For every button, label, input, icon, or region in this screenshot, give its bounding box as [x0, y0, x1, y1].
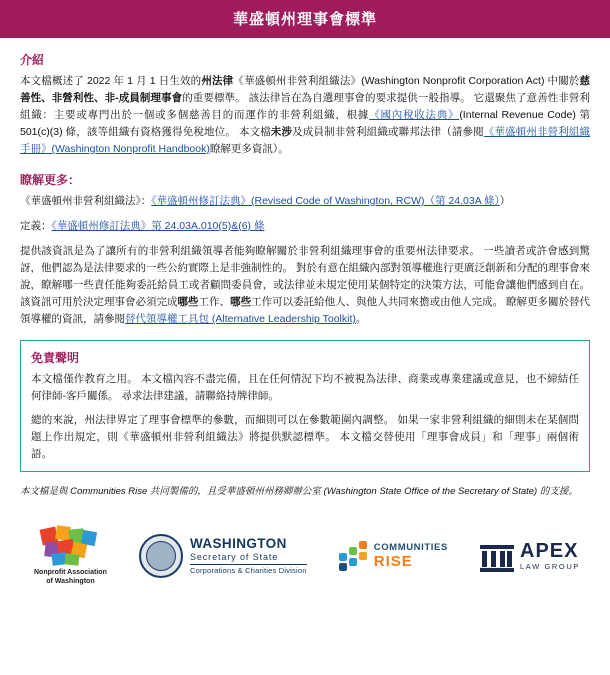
- intro-text-5: 及成員制非營利組織或聯邦法律（請參閱: [292, 126, 484, 138]
- learn-more-paragraph: [20, 243, 590, 328]
- naw-logo-line-1: Nonprofit Association: [34, 568, 107, 576]
- communities-rise-line-1: COMMUNITIES: [373, 542, 448, 554]
- alternative-leadership-toolkit-link[interactable]: 替代領導權工具包 (Alternative Leadership Toolkit): [125, 313, 356, 325]
- sos-logo-line-3: Corporations & Charities Division: [189, 565, 307, 575]
- communities-rise-logo-text: [374, 543, 448, 569]
- learn-more-body-2: 工作、: [198, 296, 231, 308]
- apex-law-group-logo: [480, 539, 580, 573]
- learn-more-body-4: 。: [355, 313, 367, 325]
- washington-nonprofit-handbook-link[interactable]: 《華盛頓州非營利組織手冊》(Washington Nonprofit Handbook): [20, 126, 591, 155]
- learn-more-text-1b: ）: [499, 195, 511, 207]
- nonprofit-association-of-washington-logo: [34, 526, 107, 587]
- sos-logo-line-2: Secretary of State: [189, 551, 279, 562]
- secretary-of-state-logo: [139, 534, 307, 578]
- sos-logo-text: [190, 537, 307, 574]
- naw-mark-icon: [41, 526, 99, 566]
- attribution-2: 檔: [39, 486, 49, 497]
- disclaimer-callout: [20, 340, 590, 472]
- intro-text-bold-1: 州法律: [201, 75, 234, 87]
- document-title-bar: [0, 0, 610, 38]
- sos-logo-line-1: WASHINGTON: [189, 536, 287, 552]
- document-content: [0, 51, 610, 591]
- logo-row: [34, 521, 580, 591]
- intro-text-bold-2: 慈善性、非營利性、非-成員制理事會: [20, 75, 591, 104]
- intro-paragraph: [20, 73, 590, 158]
- document-title: 華盛頓州理事會標準: [232, 11, 377, 28]
- intro-text-4: (Internal Revenue Code) 第 501(c)(3) 條，該等組織有資格獲得免稅地位。 本文檔: [20, 109, 591, 138]
- learn-more-line-1: [20, 193, 590, 210]
- learn-more-text-1: 《華盛頓州非營利組織法》：: [20, 195, 152, 207]
- disclaimer-heading: 免責聲明: [31, 351, 80, 365]
- learn-more-heading: 瞭解更多：: [20, 173, 81, 187]
- learn-more-body-1: 提供該資訊是為了讓所有的非營利組織領導者能夠瞭解關於非營利組織理事會的重要州法律要求。 一些讀者或許會感到驚訝，他們認為是法律要求的一些公約實際上是非強制性的。 對於有意在組織內部對領導權進行更廣泛創新和分配的理事會來說，瞭解哪一些責任能夠委託給員工或者顧問委員會，或法律並未規定使用某個特定的決策方法，可能會讓他們感到自在。 該資訊可用於決定理事會必須完成: [20, 245, 590, 308]
- apex-columns-icon: [480, 539, 514, 573]
- apex-logo-line-2: LAW GROUP: [520, 561, 580, 571]
- learn-more-line-2: [20, 218, 590, 235]
- intro-text-bold-3: 未涉: [270, 126, 293, 138]
- intro-text-6: 瞭解更多資訊）。: [209, 143, 289, 155]
- disclaimer-paragraph-1: 本文檔僅作教育之用。 本文檔內容不盡完備，且在任何情況下均不被視為法律、商業或專業建議或意見，也不締結任何律師-客戶關係。 尋求法律建議，請聯絡持牌律師。: [31, 373, 579, 402]
- apex-logo-line-1: APEX: [520, 539, 579, 562]
- rcw-definitions-link[interactable]: 《華盛頓州修訂法典》第 24.03A.010(5)&(6) 條: [51, 220, 265, 232]
- attribution-4: 公室 (Washington State Office of the Secretary of State) 的支援。: [301, 486, 578, 497]
- learn-more-bold-1: 哪些: [177, 296, 199, 308]
- attribution-1: 本文: [20, 486, 40, 497]
- intro-heading: 介紹: [20, 53, 45, 67]
- intro-text-2: 《華盛頓州非營利組織法》(Washington Nonprofit Corporation Act) 中關於: [233, 75, 580, 87]
- learn-more-text-2: 定義：: [20, 220, 52, 232]
- naw-logo-text: [34, 569, 107, 587]
- intro-text-3: 的重要標準。 該法律旨在為自選理事會的要求提供一般指導。 它還聚焦了意善性非營利組織：主要或專門出於一個或多個慈善目的而運作的非營利組織，根據: [20, 92, 590, 121]
- disclaimer-paragraph-2: 總的來說，州法律界定了理事會標準的參數，而細則可以在參數範圍內調整。 如果一家非營利組織的細則未在某個問題上作出規定，則《華盛頓州非營利組織法》將提供默認標準。 本文檔交替使用「理事會成員」和「理事」兩個術語。: [31, 414, 579, 460]
- attribution-text: [20, 484, 590, 499]
- apex-logo-text: [520, 541, 580, 572]
- learn-more-body-3: 工作可以委託給他人、與他人共同來擔或由他人完成。 瞭解更多關於替代領導權的資訊，請參閱: [20, 296, 591, 325]
- naw-logo-line-2: of Washington: [46, 577, 95, 585]
- internal-revenue-code-link[interactable]: 《國內稅收法典》: [369, 109, 460, 121]
- state-seal-icon: [139, 534, 183, 578]
- communities-rise-logo: [339, 539, 448, 573]
- rcw-24-03a-link[interactable]: 《華盛頓州修訂法典》(Revised Code of Washington, RCW)（第 24.03A 條）: [151, 195, 500, 207]
- communities-rise-mark-icon: [339, 539, 369, 573]
- intro-text-1: 本文檔概述了 2022 年 1 月 1 日生效的: [20, 75, 202, 87]
- attribution-3: 是與 Communities Rise 共同製備的，且受華盛頓州州務卿辦: [48, 486, 302, 497]
- communities-rise-line-2: RISE: [373, 552, 413, 570]
- learn-more-bold-2: 哪些: [230, 296, 252, 308]
